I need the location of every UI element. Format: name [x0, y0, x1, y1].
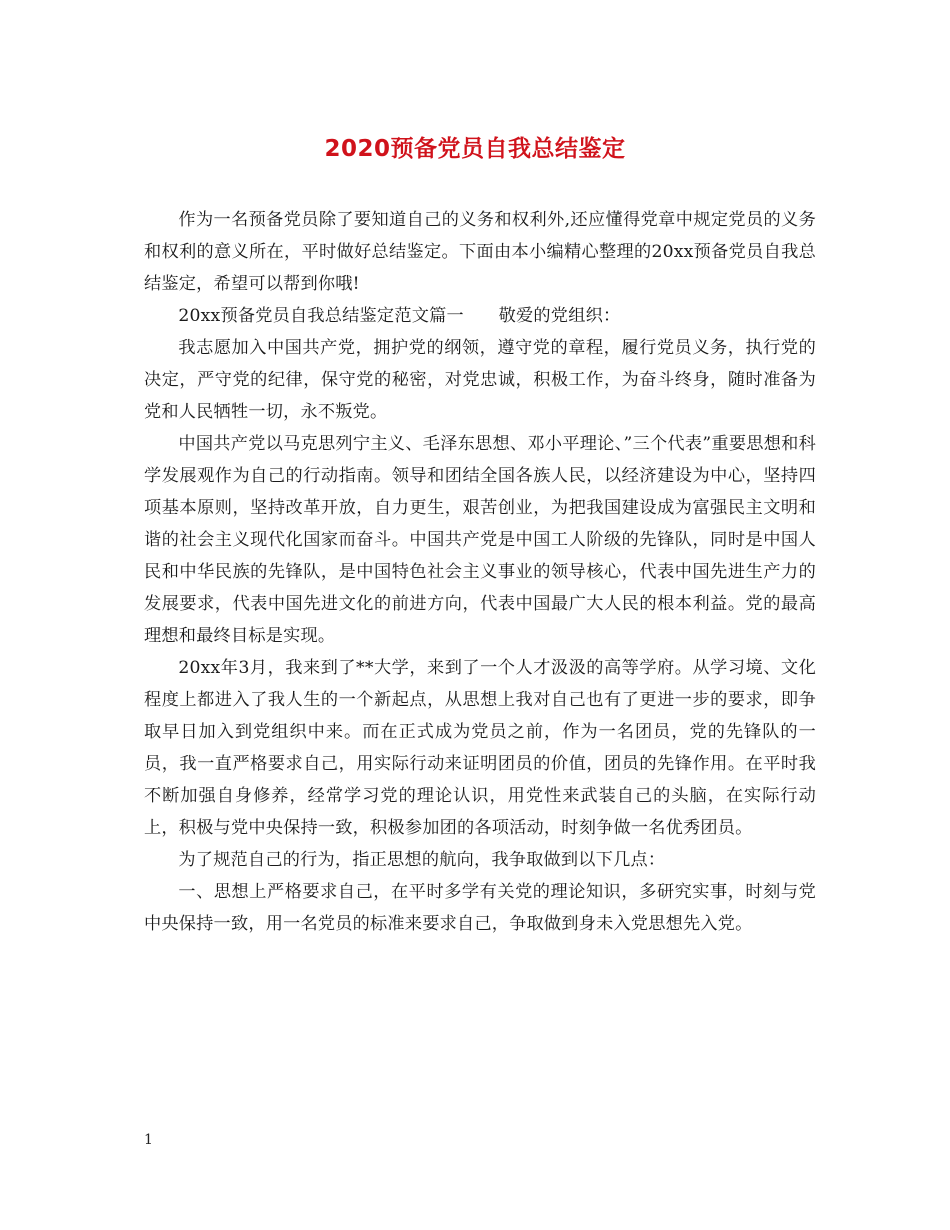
paragraph-university: 20xx年3月，我来到了**大学，来到了一个人才汲汲的高等学府。从学习境、文化程度上都进入了我人生的一个新起点，从思想上我对自己也有了更进一步的要求，即争取早日加入到党组织中来。而在正式成为党员之前，作为一名团员，党的先锋队的一员，我一直严格要求自己，用实际行动来证明团员的价值，团员的先锋作用。在平时我不断加强自身修养，经常学习党的理论认识，用党性来武装自己的头脑，在实际行动上，积极与党中央保持一致，积极参加团的各项活动，时刻争做一名优秀团员。	[144, 658, 816, 838]
document-body	[144, 204, 816, 940]
paragraph-party-principles: 中国共产党以马克思列宁主义、毛泽东思想、邓小平理论、”三个代表”重要思想和科学发展观作为自己的行动指南。领导和团结全国各族人民，以经济建设为中心，坚持四项基本原则，坚持改革开放，自力更生，艰苦创业，为把我国建设成为富强民主文明和谐的社会主义现代化国家而奋斗。中国共产党是中国工人阶级的先锋队，同时是中国人民和中华民族的先锋队，是中国特色社会主义事业的领导核心，代表中国先进生产力的发展要求，代表中国先进文化的前进方向，代表中国最广大人民的根本利益。党的最高理想和最终目标是实现。	[144, 434, 816, 646]
page-number: 1	[144, 1132, 153, 1148]
paragraph-pledge: 我志愿加入中国共产党，拥护党的纲领，遵守党的章程，履行党员义务，执行党的决定，严守党的纪律，保守党的秘密，对党忠诚，积极工作，为奋斗终身，随时准备为党和人民牺牲一切，永不叛党。	[144, 338, 816, 422]
document-title: 2020预备党员自我总结鉴定	[324, 136, 626, 162]
paragraph-goal-one: 一、思想上严格要求自己，在平时多学有关党的理论知识，多研究实事，时刻与党中央保持一致，用一名党员的标准来要求自己，争取做到身未入党思想先入党。	[144, 882, 816, 934]
paragraph-section-heading: 20xx预备党员自我总结鉴定范文篇一 敬爱的党组织：	[178, 306, 621, 326]
paragraph-goals-intro: 为了规范自己的行为，指正思想的航向，我争取做到以下几点：	[178, 850, 666, 870]
paragraph-intro: 作为一名预备党员除了要知道自己的义务和权利外,还应懂得党章中规定党员的义务和权利的意义所在，平时做好总结鉴定。下面由本小编精心整理的20xx预备党员自我总结鉴定，希望可以帮到你哦!	[144, 210, 816, 294]
